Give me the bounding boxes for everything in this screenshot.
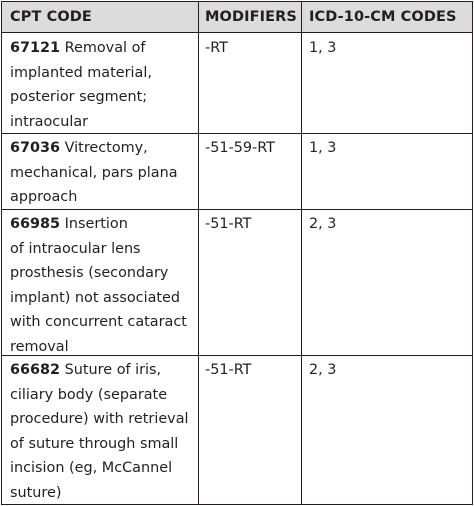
cpt-code: 67036 <box>10 140 61 156</box>
cpt-description: Insertion of intraocular lens prosthesis (secondary implant) not associated with concurrent cataract removal <box>10 216 187 355</box>
cpt-codes-table <box>1 1 473 505</box>
cpt-code: 66682 <box>10 362 61 378</box>
modifiers-cell: -51-RT <box>205 216 252 232</box>
column-divider <box>198 2 199 504</box>
header-cpt-code: CPT CODE <box>10 9 92 25</box>
cpt-description: Vitrectomy, mechanical, pars plana approach <box>10 140 178 205</box>
table-row-cpt-cell <box>10 358 196 505</box>
column-divider <box>301 2 302 504</box>
icd-cell: 2, 3 <box>309 362 337 378</box>
icd-cell: 1, 3 <box>309 140 337 156</box>
icd-cell: 2, 3 <box>309 216 337 232</box>
modifiers-cell: -51-RT <box>205 362 252 378</box>
table-row-cpt-cell <box>10 36 196 134</box>
cpt-description: Removal of implanted material, posterior segment; intraocular <box>10 40 152 130</box>
table-row-cpt-cell <box>10 136 196 210</box>
icd-cell: 1, 3 <box>309 40 337 56</box>
cpt-code: 66985 <box>10 216 61 232</box>
modifiers-cell: -RT <box>205 40 228 56</box>
table-row-cpt-cell <box>10 212 196 359</box>
header-icd-codes: ICD-10-CM CODES <box>309 9 457 25</box>
modifiers-cell: -51-59-RT <box>205 140 275 156</box>
header-modifiers: MODIFIERS <box>205 9 297 25</box>
cpt-code: 67121 <box>10 40 61 56</box>
cpt-description: Suture of iris, ciliary body (separate procedure) with retrieval of suture through small incision (eg, McCannel suture) <box>10 362 189 501</box>
